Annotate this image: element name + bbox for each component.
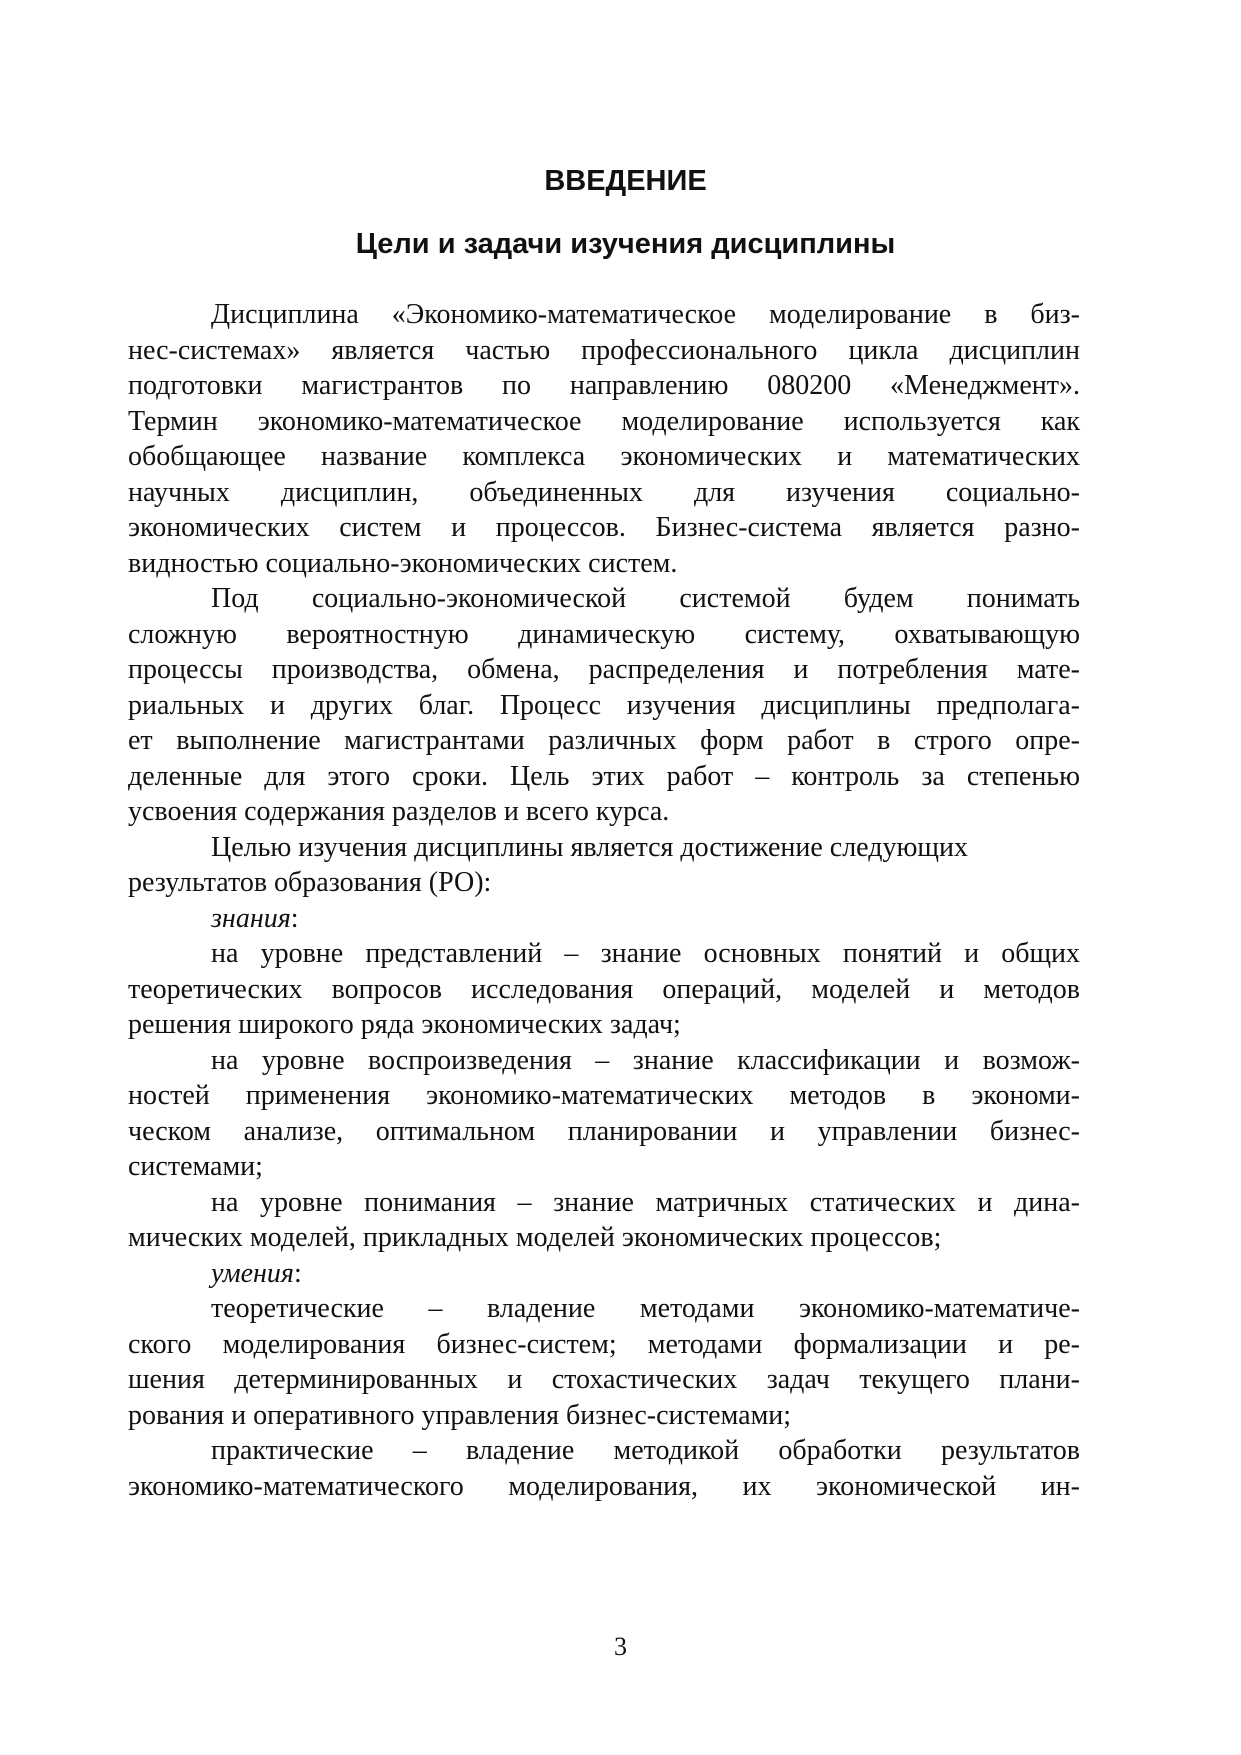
text-line: теоретические – владение методами экономико-математиче-: [211, 1293, 1080, 1324]
text-line: научных дисциплин, объединенных для изучения социально-: [128, 476, 1080, 508]
text-line: нес-системах» является частью профессионального цикла дисциплин: [128, 334, 1080, 366]
text-line: Термин экономико-математическое моделирование используется как: [128, 405, 1080, 437]
text-line: Под социально-экономической системой будем понимать: [211, 583, 1080, 614]
text-line: на уровне воспроизведения – знание классификации и возмож-: [211, 1044, 1080, 1076]
term-suffix: :: [293, 1257, 302, 1289]
text-line: [128, 1256, 1080, 1292]
text-line: риальных и других благ. Процесс изучения дисциплины предполага-: [128, 689, 1080, 721]
term-suffix: :: [290, 902, 299, 934]
text-line: мических моделей, прикладных моделей экономических процессов;: [128, 1222, 942, 1253]
text-line: ческом анализе, оптимальном планировании и управлении бизнес-: [128, 1115, 1080, 1147]
page-number: 3: [614, 1632, 627, 1661]
text-line: на уровне представлений – знание основных понятий и общих: [211, 938, 1080, 969]
italic-term: умения: [211, 1257, 294, 1289]
text-line: решения широкого ряда экономических задач;: [128, 1009, 681, 1040]
text-line: процессы производства, обмена, распределения и потребления мате-: [128, 654, 1080, 685]
text-line: системами;: [128, 1151, 263, 1182]
text-line: ского моделирования бизнес-систем; методами формализации и ре-: [128, 1328, 1080, 1360]
text-line: [128, 901, 1080, 937]
text-line: экономико-математического моделирования, их экономической ин-: [128, 1470, 1080, 1502]
text-line: теоретических вопросов исследования операций, моделей и методов: [128, 973, 1080, 1005]
section-heading: ВВЕДЕНИЕ: [544, 165, 707, 197]
text-line: практические – владение методикой обработки результатов: [211, 1435, 1080, 1466]
text-line: деленные для этого сроки. Цель этих работ – контроль за степенью: [128, 760, 1080, 792]
section-subheading: Цели и задачи изучения дисциплины: [355, 228, 896, 260]
text-line: экономических систем и процессов. Бизнес-система является разно-: [128, 512, 1080, 543]
text-line: видностью социально-экономических систем.: [128, 547, 678, 579]
text-line: результатов образования (РО):: [128, 867, 492, 898]
text-line: ностей применения экономико-математических методов в экономи-: [128, 1080, 1080, 1111]
text-line: обобщающее название комплекса экономических и математических: [128, 441, 1080, 472]
text-line: сложную вероятностную динамическую систему, охватывающую: [128, 618, 1080, 650]
text-line: ет выполнение магистрантами различных форм работ в строго опре-: [128, 725, 1080, 756]
italic-term: знания: [211, 902, 291, 934]
body-text: [128, 297, 1080, 1504]
text-line: Дисциплина «Экономико-математическое моделирование в биз-: [211, 299, 1080, 330]
text-line: на уровне понимания – знание матричных статических и дина-: [211, 1186, 1080, 1218]
text-line: шения детерминированных и стохастических задач текущего плани-: [128, 1364, 1080, 1395]
text-line: усвоения содержания разделов и всего курса.: [128, 796, 670, 827]
text-line: подготовки магистрантов по направлению 080200 «Менеджмент».: [128, 370, 1080, 401]
text-line: рования и оперативного управления бизнес-системами;: [128, 1399, 792, 1431]
text-line: Целью изучения дисциплины является достижение следующих: [211, 831, 968, 863]
